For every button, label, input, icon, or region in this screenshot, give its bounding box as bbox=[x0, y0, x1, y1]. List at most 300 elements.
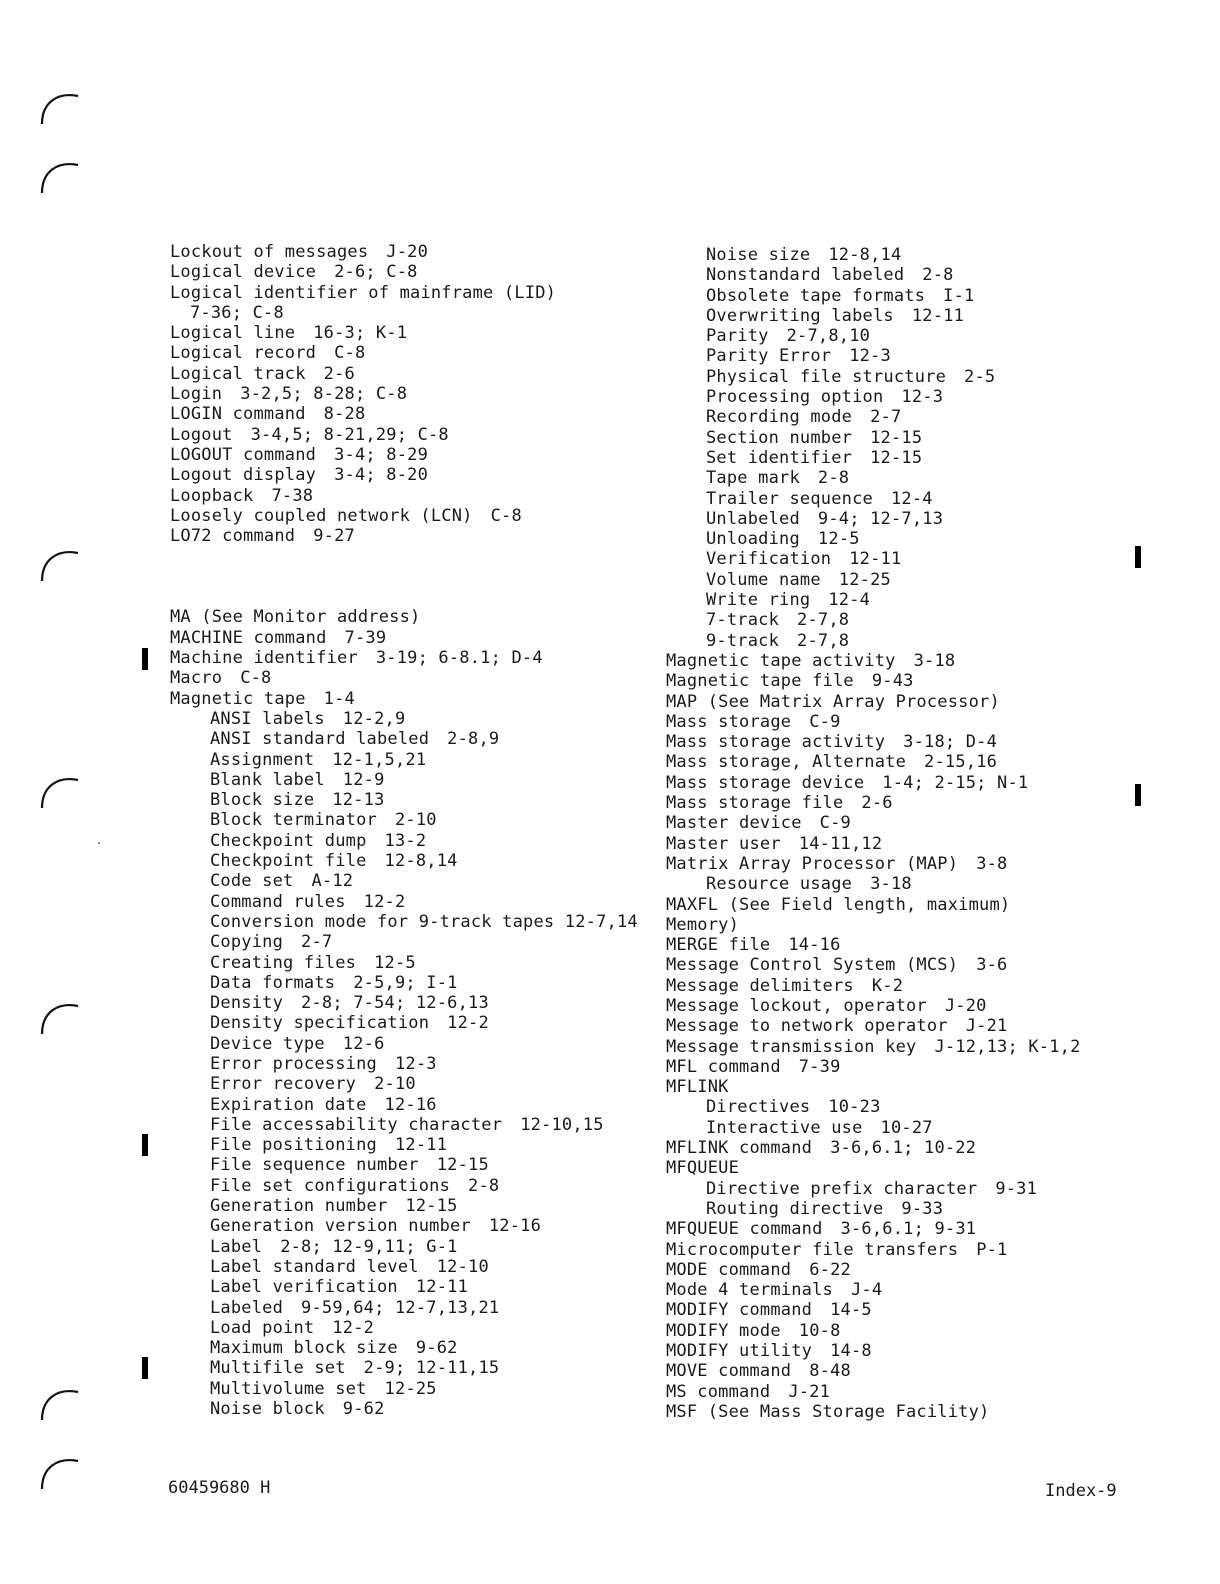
index-entry bbox=[170, 709, 638, 729]
index-term: Block terminator bbox=[210, 810, 377, 831]
index-term: Trailer sequence bbox=[706, 488, 873, 509]
index-page-ref: 12-25 bbox=[384, 1378, 437, 1399]
index-column-right bbox=[666, 245, 1081, 1422]
index-page-ref: 12-4 bbox=[890, 488, 933, 509]
index-entry bbox=[666, 1300, 1081, 1320]
index-term: Data formats bbox=[210, 972, 336, 993]
index-page-ref: 13-2 bbox=[384, 830, 427, 851]
index-term: MFL command bbox=[666, 1056, 781, 1077]
index-entry bbox=[666, 1037, 1081, 1057]
index-page-ref: 12-5 bbox=[374, 952, 416, 973]
index-page-ref: 2-6; C-8 bbox=[334, 262, 418, 283]
index-entry bbox=[170, 628, 638, 648]
index-entry bbox=[170, 932, 638, 952]
index-page-ref: P-1 bbox=[976, 1239, 1008, 1260]
index-term: MFLINK bbox=[666, 1077, 729, 1098]
index-term: Macro bbox=[170, 668, 223, 689]
index-page-ref: 3-6 bbox=[976, 955, 1008, 976]
index-page-ref: 3-4; 8-20 bbox=[334, 465, 429, 486]
index-term: Directive prefix character bbox=[706, 1178, 978, 1199]
index-term: Machine identifier bbox=[170, 648, 358, 669]
index-page-ref: 12-8,14 bbox=[384, 851, 458, 872]
punch-hole-mark bbox=[36, 84, 82, 130]
index-term: Interactive use bbox=[706, 1117, 863, 1138]
index-page-ref: 14-16 bbox=[788, 935, 841, 956]
index-entry bbox=[170, 1379, 638, 1399]
index-page-ref: 3-6,6.1; 10-22 bbox=[830, 1138, 977, 1159]
index-term: MACHINE command bbox=[170, 627, 327, 648]
change-bar bbox=[142, 1357, 148, 1379]
index-page-ref: J-20 bbox=[386, 242, 429, 262]
index-entry bbox=[666, 854, 1081, 874]
index-term: Generation version number bbox=[210, 1216, 471, 1237]
index-page-ref: 3-18; D-4 bbox=[903, 732, 998, 753]
index-entry bbox=[170, 1298, 638, 1318]
index-entry bbox=[170, 1318, 638, 1338]
index-term: MODIFY utility bbox=[666, 1341, 813, 1362]
index-term: Lockout of messages bbox=[170, 242, 369, 262]
index-term: Mode 4 terminals bbox=[666, 1280, 833, 1301]
index-page-ref: 14-8 bbox=[830, 1341, 872, 1362]
index-term: Block size bbox=[210, 790, 315, 811]
index-entry bbox=[170, 831, 638, 851]
index-page-ref: J-21 bbox=[965, 1016, 1008, 1037]
index-entry bbox=[666, 1341, 1081, 1361]
index-term: File positioning bbox=[210, 1135, 377, 1156]
index-page-ref: 2-15,16 bbox=[924, 752, 998, 773]
index-page-ref: 9-62 bbox=[415, 1338, 458, 1359]
index-term: Mass storage activity bbox=[666, 732, 886, 753]
index-entry bbox=[666, 428, 1081, 448]
index-page-ref: 12-11 bbox=[394, 1135, 448, 1156]
index-entry bbox=[170, 425, 638, 445]
index-term: Logical track bbox=[170, 363, 306, 384]
index-page-ref: C-9 bbox=[819, 813, 851, 834]
index-term: Obsolete tape formats bbox=[706, 285, 926, 306]
index-page-ref: 2-10 bbox=[374, 1074, 416, 1095]
index-term: Logout bbox=[170, 424, 233, 445]
index-entry bbox=[666, 651, 1081, 671]
scan-speck bbox=[98, 842, 100, 844]
index-term: Maximum block size bbox=[210, 1338, 398, 1359]
index-page-ref: I-1 bbox=[943, 285, 975, 306]
index-term: Noise block bbox=[210, 1399, 325, 1420]
index-page-ref: 12-6 bbox=[342, 1033, 385, 1054]
index-term: Overwriting labels bbox=[706, 305, 894, 326]
index-term: Message delimiters bbox=[666, 975, 854, 996]
index-entry bbox=[666, 265, 1081, 285]
index-entry bbox=[666, 326, 1081, 346]
index-term: MODIFY mode bbox=[666, 1320, 781, 1341]
index-term: ANSI standard labeled bbox=[210, 729, 430, 750]
index-term: Nonstandard labeled bbox=[706, 265, 905, 286]
index-entry bbox=[666, 895, 1081, 915]
index-term: Routing directive bbox=[706, 1198, 884, 1219]
index-term: Labeled bbox=[210, 1297, 284, 1318]
index-entry bbox=[170, 1054, 638, 1074]
index-page-ref: 9-31 bbox=[995, 1178, 1038, 1199]
index-entry bbox=[170, 343, 638, 363]
index-entry bbox=[666, 1158, 1081, 1178]
index-entry bbox=[170, 1013, 638, 1033]
index-entry bbox=[170, 486, 638, 506]
index-term: Device type bbox=[210, 1033, 325, 1054]
index-entry bbox=[170, 1358, 638, 1378]
index-entry bbox=[170, 364, 638, 384]
index-term: Label standard level bbox=[210, 1256, 419, 1277]
index-term: Assignment bbox=[210, 749, 315, 770]
index-term: Memory) bbox=[666, 914, 740, 935]
index-term: Conversion mode for 9-track tapes 12-7,14 bbox=[210, 911, 638, 932]
index-page-ref: 3-19; 6-8.1; D-4 bbox=[375, 648, 543, 669]
index-term: Error recovery bbox=[210, 1074, 357, 1095]
index-term: Checkpoint dump bbox=[210, 830, 367, 851]
index-entry bbox=[170, 465, 638, 485]
index-term: MA (See Monitor address) bbox=[170, 607, 421, 628]
index-page-ref: 2-6 bbox=[861, 793, 893, 814]
index-page-ref: K-2 bbox=[871, 975, 904, 996]
index-page-ref: 2-7 bbox=[301, 932, 333, 953]
index-term: MS command bbox=[666, 1381, 771, 1402]
index-entry bbox=[170, 1176, 638, 1196]
punch-hole-mark bbox=[36, 994, 82, 1040]
index-term: LOGOUT command bbox=[170, 444, 317, 465]
index-page-ref: 12-3 bbox=[849, 346, 891, 367]
index-entry bbox=[170, 1277, 638, 1297]
index-page-ref: 14-5 bbox=[830, 1300, 872, 1321]
index-page-ref: 2-7,8,10 bbox=[786, 326, 871, 347]
index-term: Set identifier bbox=[706, 447, 853, 468]
index-entry bbox=[170, 1115, 638, 1135]
index-term: File set configurations bbox=[210, 1175, 451, 1196]
index-entry bbox=[170, 810, 638, 830]
index-entry bbox=[666, 955, 1081, 975]
index-page-ref: 9-62 bbox=[342, 1399, 385, 1420]
index-page-ref: 16-3; K-1 bbox=[313, 323, 408, 344]
index-term: Mass storage file bbox=[666, 793, 844, 814]
index-entry bbox=[666, 346, 1081, 366]
index-term: Tape mark bbox=[706, 468, 800, 489]
index-page-ref: 9-33 bbox=[901, 1198, 944, 1219]
index-entry bbox=[666, 712, 1081, 732]
index-entry bbox=[666, 752, 1081, 772]
index-page-ref: 8-48 bbox=[809, 1361, 851, 1382]
index-term: Multifile set bbox=[210, 1358, 346, 1379]
index-term: ANSI labels bbox=[210, 708, 325, 729]
index-page-ref: 7-38 bbox=[271, 485, 314, 506]
document-number: 60459680 H bbox=[168, 1478, 271, 1498]
index-term: MODE command bbox=[666, 1259, 792, 1280]
index-page-ref: 3-8 bbox=[976, 853, 1008, 874]
index-page-ref: 2-8 bbox=[468, 1175, 500, 1196]
index-term: Creating files bbox=[210, 952, 357, 973]
index-entry bbox=[666, 448, 1081, 468]
index-entry bbox=[666, 1118, 1081, 1138]
index-entry bbox=[666, 245, 1081, 265]
index-term: Microcomputer file transfers bbox=[666, 1239, 959, 1260]
index-entry bbox=[666, 1057, 1081, 1077]
index-entry bbox=[666, 509, 1081, 529]
index-entry bbox=[170, 790, 638, 810]
index-page-ref: 12-9 bbox=[342, 769, 385, 790]
index-page-ref: 3-18 bbox=[913, 650, 956, 671]
index-term: LOGIN command bbox=[170, 404, 306, 425]
index-term: Magnetic tape bbox=[170, 688, 306, 709]
index-term: Logical record bbox=[170, 343, 317, 364]
index-entry bbox=[666, 367, 1081, 387]
index-term: Master device bbox=[666, 813, 802, 834]
index-page-ref: 2-7,8 bbox=[797, 610, 850, 631]
index-entry bbox=[170, 689, 638, 709]
index-term: Resource usage bbox=[706, 874, 853, 895]
index-term: Section number bbox=[706, 427, 853, 448]
index-term: MAP (See Matrix Array Processor) bbox=[666, 691, 1000, 712]
index-entry bbox=[666, 631, 1081, 651]
index-term: Message to network operator bbox=[666, 1016, 948, 1037]
index-entry bbox=[666, 1179, 1081, 1199]
index-page-ref: 2-6 bbox=[323, 363, 355, 384]
index-page-ref: 10-27 bbox=[880, 1117, 933, 1138]
index-entry bbox=[666, 1199, 1081, 1219]
index-entry bbox=[170, 993, 638, 1013]
index-term: 7-track bbox=[706, 610, 780, 631]
punch-hole-mark bbox=[36, 153, 82, 199]
index-entry bbox=[170, 851, 638, 871]
index-entry bbox=[666, 1382, 1081, 1402]
index-term: Blank label bbox=[210, 769, 325, 790]
index-page-ref: 9-43 bbox=[871, 671, 914, 692]
index-term: Message transmission key bbox=[666, 1036, 917, 1057]
index-entry bbox=[666, 935, 1081, 955]
index-page-ref: 9-4; 12-7,13 bbox=[817, 508, 944, 529]
index-page-ref: 12-15 bbox=[870, 447, 923, 468]
index-term: Density bbox=[210, 993, 284, 1014]
index-term: Logical device bbox=[170, 262, 317, 283]
index-entry bbox=[666, 834, 1081, 854]
index-term: Volume name bbox=[706, 569, 821, 590]
index-entry bbox=[170, 384, 638, 404]
index-entry bbox=[170, 445, 638, 465]
index-term: Noise size bbox=[706, 245, 811, 265]
index-page-ref: 7-39 bbox=[798, 1056, 841, 1077]
index-term: Code set bbox=[210, 871, 294, 892]
index-page-ref: J-4 bbox=[850, 1280, 883, 1301]
index-term: MAXFL (See Field length, maximum) bbox=[666, 894, 1011, 915]
index-entry bbox=[666, 1361, 1081, 1381]
index-entry bbox=[666, 813, 1081, 833]
index-entry bbox=[170, 303, 638, 323]
index-page-ref: 2-5,9; I-1 bbox=[353, 972, 458, 993]
index-page-ref: 9-27 bbox=[313, 526, 355, 547]
index-term: Logout display bbox=[170, 465, 317, 486]
index-entry bbox=[170, 1074, 638, 1094]
index-entry bbox=[170, 892, 638, 912]
index-term: MOVE command bbox=[666, 1361, 792, 1382]
index-entry bbox=[666, 529, 1081, 549]
index-entry bbox=[666, 976, 1081, 996]
index-entry bbox=[666, 610, 1081, 630]
index-entry bbox=[666, 692, 1081, 712]
index-entry bbox=[666, 306, 1081, 326]
index-entry bbox=[666, 1321, 1081, 1341]
index-term: Load point bbox=[210, 1317, 315, 1338]
index-entry bbox=[170, 404, 638, 424]
index-term: Loopback bbox=[170, 485, 254, 506]
index-page-ref: C-9 bbox=[809, 711, 841, 732]
index-page-ref: 12-2 bbox=[332, 1317, 375, 1338]
index-page-ref: 12-16 bbox=[488, 1216, 542, 1237]
index-page-ref: 12-25 bbox=[838, 569, 891, 590]
index-term: Mass storage, Alternate bbox=[666, 752, 907, 773]
index-term: Write ring bbox=[706, 590, 811, 611]
index-entry bbox=[170, 648, 638, 668]
index-entry bbox=[666, 996, 1081, 1016]
index-page-ref: 14-11,12 bbox=[798, 833, 883, 854]
punch-hole-mark bbox=[36, 1380, 82, 1426]
index-page-ref: 3-4; 8-29 bbox=[334, 444, 429, 465]
index-term: Recording mode bbox=[706, 407, 853, 428]
index-entry bbox=[666, 793, 1081, 813]
index-term: LO72 command bbox=[170, 526, 296, 547]
index-entry bbox=[666, 1240, 1081, 1260]
index-column-left bbox=[170, 242, 638, 1419]
index-entry bbox=[666, 570, 1081, 590]
index-page-ref: 12-3 bbox=[394, 1053, 437, 1074]
index-term: Copying bbox=[210, 932, 284, 953]
index-term: Multivolume set bbox=[210, 1378, 367, 1399]
index-entry bbox=[666, 773, 1081, 793]
change-bar bbox=[142, 1134, 148, 1156]
index-page-ref: 2-5 bbox=[964, 366, 996, 387]
index-entry bbox=[170, 323, 638, 343]
index-term: MFLINK command bbox=[666, 1138, 813, 1159]
index-entry bbox=[170, 1135, 638, 1155]
punch-hole-mark bbox=[36, 1449, 82, 1495]
index-term: MERGE file bbox=[666, 935, 771, 956]
index-entry bbox=[666, 671, 1081, 691]
index-page-ref: 2-8 bbox=[817, 468, 850, 489]
index-term: Master user bbox=[666, 833, 781, 854]
index-entry bbox=[170, 1257, 638, 1277]
index-page-ref: 10-8 bbox=[798, 1320, 841, 1341]
index-page-ref: 2-9; 12-11,15 bbox=[363, 1358, 500, 1379]
index-entry bbox=[170, 526, 638, 546]
index-page-ref: C-8 bbox=[490, 505, 522, 526]
index-entry bbox=[170, 750, 638, 770]
index-term: File sequence number bbox=[210, 1155, 419, 1176]
index-page-ref: 2-7,8 bbox=[797, 630, 850, 651]
index-page-ref: 12-11 bbox=[911, 305, 965, 326]
index-term: Processing option bbox=[706, 387, 884, 408]
index-entry bbox=[170, 262, 638, 282]
index-entry bbox=[170, 1034, 638, 1054]
index-entry bbox=[666, 1280, 1081, 1300]
index-term: Physical file structure bbox=[706, 366, 947, 387]
index-entry bbox=[666, 1402, 1081, 1422]
index-page-ref: 12-8,14 bbox=[828, 245, 902, 265]
index-page-ref: 6-22 bbox=[809, 1259, 851, 1280]
index-page-ref: 7-39 bbox=[344, 627, 387, 648]
index-page-ref: C-8 bbox=[334, 343, 366, 364]
index-entry bbox=[170, 953, 638, 973]
index-page-ref: 12-10,15 bbox=[520, 1114, 604, 1135]
index-entry bbox=[170, 283, 638, 303]
index-term: Label verification bbox=[210, 1277, 398, 1298]
section-gap bbox=[170, 546, 638, 607]
index-page-ref: 12-11 bbox=[849, 549, 902, 570]
index-entry bbox=[170, 973, 638, 993]
index-entry bbox=[666, 1097, 1081, 1117]
index-page-ref: 3-2,5; 8-28; C-8 bbox=[240, 384, 408, 405]
index-page-ref: J-20 bbox=[944, 995, 987, 1016]
change-bar bbox=[1135, 784, 1141, 806]
index-page-ref: J-21 bbox=[788, 1381, 831, 1402]
index-entry bbox=[666, 915, 1081, 935]
index-page-ref: A-12 bbox=[311, 871, 354, 892]
index-term: Mass storage device bbox=[666, 772, 865, 793]
index-entry bbox=[666, 286, 1081, 306]
index-page-ref: 12-15 bbox=[870, 427, 923, 448]
index-page-ref: 10-23 bbox=[828, 1097, 881, 1118]
index-term: Command rules bbox=[210, 891, 346, 912]
index-page-ref: 2-7 bbox=[870, 407, 902, 428]
index-page-ref: 12-10 bbox=[436, 1256, 489, 1277]
index-term: Expiration date bbox=[210, 1094, 367, 1115]
index-entry bbox=[170, 668, 638, 688]
page-label: Index-9 bbox=[1045, 1481, 1117, 1501]
index-entry bbox=[666, 407, 1081, 427]
index-entry bbox=[170, 1399, 638, 1419]
index-term: MSF (See Mass Storage Facility) bbox=[666, 1401, 990, 1422]
index-page-ref: 12-2 bbox=[363, 891, 406, 912]
index-entry bbox=[666, 387, 1081, 407]
index-entry bbox=[666, 489, 1081, 509]
index-page-ref: 12-15 bbox=[405, 1196, 458, 1217]
index-term: Checkpoint file bbox=[210, 851, 367, 872]
index-page-ref: 2-8 bbox=[922, 265, 954, 286]
index-term: MFQUEUE bbox=[666, 1158, 740, 1179]
index-term: Matrix Array Processor (MAP) bbox=[666, 853, 959, 874]
index-term: Magnetic tape activity bbox=[666, 650, 896, 671]
index-page-ref: 12-2 bbox=[447, 1013, 489, 1034]
index-entry bbox=[170, 506, 638, 526]
index-entry bbox=[170, 912, 638, 932]
index-term: Verification bbox=[706, 549, 832, 570]
index-page-ref: J-12,13; K-1,2 bbox=[934, 1036, 1081, 1057]
index-entry bbox=[170, 1196, 638, 1216]
index-term: Message Control System (MCS) bbox=[666, 955, 959, 976]
punch-hole-mark bbox=[36, 541, 82, 587]
index-term: File accessability character bbox=[210, 1114, 503, 1135]
index-entry bbox=[666, 1260, 1081, 1280]
index-term: Unlabeled bbox=[706, 508, 800, 529]
index-term: Parity bbox=[706, 326, 769, 347]
index-term: Unloading bbox=[706, 529, 800, 550]
index-entry bbox=[170, 607, 638, 627]
index-page-ref: 12-3 bbox=[901, 387, 944, 408]
index-term: Density specification bbox=[210, 1013, 430, 1034]
index-term: 7-36; C-8 bbox=[190, 302, 284, 323]
index-page-ref: 9-59,64; 12-7,13,21 bbox=[301, 1297, 500, 1318]
change-bar bbox=[1135, 546, 1141, 568]
index-entry bbox=[666, 549, 1081, 569]
index-entry bbox=[170, 871, 638, 891]
index-entry bbox=[666, 1138, 1081, 1158]
index-term: Label bbox=[210, 1236, 263, 1257]
index-entry bbox=[666, 590, 1081, 610]
punch-hole-mark bbox=[36, 768, 82, 814]
index-entry bbox=[170, 1155, 638, 1175]
